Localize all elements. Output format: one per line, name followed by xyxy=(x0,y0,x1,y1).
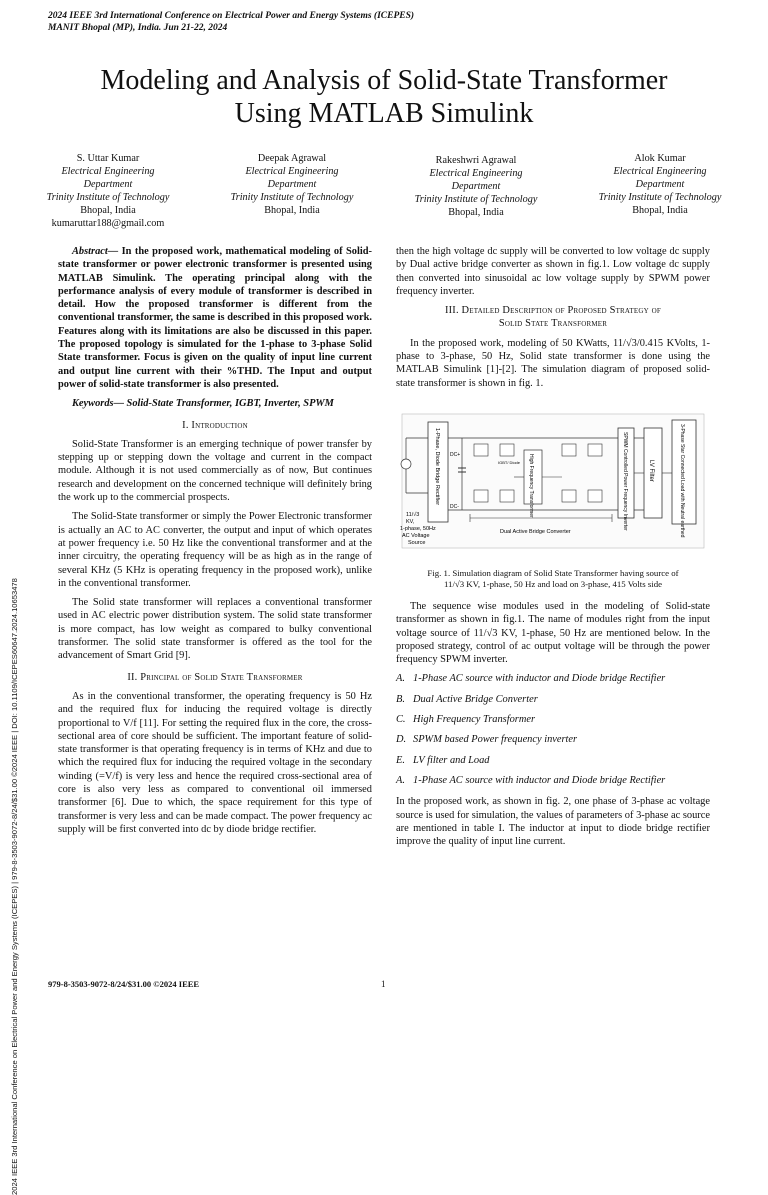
igbt-label: IGBT/ Diode xyxy=(498,459,521,465)
side-doi-text: 2024 IEEE 3rd International Conference on Electrical Power and Energy Systems (ICEPES) | 979-8-3503-9072-8/24/$31.00 ©2024 IEEE | DOI: 10.1109/ICEPES60647.2024.10653478 xyxy=(10,578,19,1195)
figure-1-caption xyxy=(396,568,710,590)
figure-1-diagram xyxy=(396,398,710,564)
section-1-paragraph-3: The Solid state transformer will replaces a conventional transformer used in AC electric power distribution system. The solid state transformer is more compact, has low weight as compared to bulky conventional transformer. The solid state transformer is offered as the tool for the advancement of Smart Grid [9]. xyxy=(58,597,372,662)
author-name: S. Uttar Kumar xyxy=(76,153,140,164)
author-name: Rakeshwri Agrawal xyxy=(435,155,517,166)
list-item: B. Dual Active Bridge Converter xyxy=(396,693,538,705)
section-3-heading-line-1: III. Detailed Description of Proposed Strategy of xyxy=(444,305,662,317)
section-3-heading-line-2: Solid State Transformer xyxy=(498,318,608,330)
author-dept: Electrical Engineering xyxy=(61,166,155,177)
author-dept-2: Department xyxy=(635,179,685,190)
conference-header xyxy=(48,10,414,34)
spwm-inverter-label: SPWM Controlled Power Frequency Inverter xyxy=(622,431,628,531)
list-item: A. 1-Phase AC source with inductor and Diode bridge Rectifier xyxy=(396,673,666,685)
source-label-5: Source xyxy=(408,539,426,546)
conference-line-2: MANIT Bhopal (MP), India. Jun 21-22, 2024 xyxy=(48,23,228,33)
author-email[interactable]: kumaruttar188@gmail.com xyxy=(51,218,165,229)
hf-transformer-label: High Frequency Transformer xyxy=(528,453,534,518)
abstract-text: In the proposed work, mathematical modeling of Solid-state transformer or power electronic transformer is presented using MATLAB Simulink. The operating principal along with the performance analysis of every module of transformer is described in detail. How the proposed transformer is different from the conventional transformer, the same is described in this proposed work. Features along with its limitations are also be discussed in this paper. The proposed topology is simulated for the 1-phase to 3-phase Solid State transformer. Focus is given on the quality of input line current and output line current with their %THD. The Input and output power of solid-state transformer is also presented. xyxy=(58,246,372,390)
rectifier-label: 1-Phase, Diode Bridge Rectifier xyxy=(434,427,440,506)
conference-line-1: 2024 IEEE 3rd International Conference on Electrical Power and Energy Systems (ICEPES) xyxy=(48,11,415,21)
page-number: 1 xyxy=(381,979,386,989)
source-label-2: KV, xyxy=(406,518,415,525)
author-3 xyxy=(390,154,562,230)
module-list xyxy=(396,672,710,787)
section-3-heading xyxy=(396,304,710,331)
author-dept-2: Department xyxy=(267,179,317,190)
load-label: 3-Phase Star Connected Load with Neutral earthed xyxy=(679,423,685,538)
left-column xyxy=(58,245,372,842)
footer-copyright: 979-8-3503-9072-8/24/$31.00 ©2024 IEEE xyxy=(48,979,200,989)
title-line-2: Using MATLAB Simulink xyxy=(234,98,534,129)
author-institute: Trinity Institute of Technology xyxy=(598,192,722,203)
section-3-paragraph-2: The sequence wise modules used in the modeling of Solid-state transformer as shown in fig.1. The name of modules right from the input voltage source of 11/√3 KV, 1-phase, 50 Hz are mentioned below. In the proposed strategy, control of ac output voltage will be through the power frequency SPWM inverter. xyxy=(396,600,710,666)
list-item: C. High Frequency Transformer xyxy=(396,714,535,726)
list-item: D. SPWM based Power frequency inverter xyxy=(396,734,578,746)
source-label-1: 11/√3 xyxy=(406,511,420,518)
author-location: Bhopal, India xyxy=(264,205,320,216)
author-institute: Trinity Institute of Technology xyxy=(230,192,354,203)
author-location: Bhopal, India xyxy=(632,205,688,216)
dc-minus-label: DC- xyxy=(450,503,459,510)
paper-title xyxy=(40,64,728,130)
author-dept-2: Department xyxy=(83,179,133,190)
author-dept: Electrical Engineering xyxy=(245,166,339,177)
right-paragraph-1: then the high voltage dc supply will be converted to low voltage dc supply by Dual active bridge converter as shown in fig.1. Low voltage dc supply then converted into sinusoidal ac low voltage supply by SPWM power frequency inverter. xyxy=(396,246,710,297)
section-2-paragraph-1: As in the conventional transformer, the operating frequency is 50 Hz and the required flux for inducing the required voltage is directly proportional to V/f [11]. For setting the required flux in the core, the cross-sectional area of core should be sufficient. The important feature of solid-state transformer is that operating frequency is in terms of KHz and due to which the required flux for inducing the required voltage in the secondary winding (=V/f) is very less and hence the required cross-sectional area of core is also very less as compared to conventional oil immersed transformer [6]. Due to which, the space requirement for this type of transformer is very less and can be made compact. The power frequency ac supply will be first converted into dc by diode bridge rectifier. xyxy=(58,690,372,835)
keywords: Keywords— Solid-State Transformer, IGBT, Inverter, SPWM xyxy=(72,398,334,410)
list-item: E. LV filter and Load xyxy=(396,754,490,766)
author-1 xyxy=(22,152,194,230)
lv-filter-label: LV Filter xyxy=(648,459,654,482)
section-3-paragraph-3: In the proposed work, as shown in fig. 2, one phase of 3-phase ac voltage source is used for simulation, the values of parameters of 3-phase ac source are mentioned in table I. The inductor at input to diode bridge rectifier improve the quality of input line current. xyxy=(396,796,710,848)
abstract xyxy=(58,245,372,391)
author-name: Deepak Agrawal xyxy=(257,153,327,164)
author-dept-2: Department xyxy=(451,181,501,192)
section-3-paragraph-1: In the proposed work, modeling of 50 KWatts, 11/√3/0.415 KVolts, 1-phase to 3-phase, 50 Hz, Solid state transformer is done using the MATLAB Simulink [1]-[2]. The simulation diagram of proposed solid-state transformer is shown in fig. 1. xyxy=(396,337,710,389)
figure-1-caption-line-1: Fig. 1. Simulation diagram of Solid State Transformer having source of xyxy=(427,567,679,578)
author-block xyxy=(22,152,746,230)
section-2-heading: II. Principal of Solid State Transformer xyxy=(127,671,303,683)
author-institute: Trinity Institute of Technology xyxy=(414,194,538,205)
dab-label: Dual Active Bridge Converter xyxy=(500,528,571,535)
author-4 xyxy=(574,152,746,230)
author-name: Alok Kumar xyxy=(634,153,686,164)
author-2 xyxy=(206,152,378,230)
figure-1-caption-line-2: 11/√3 KV, 1-phase, 50 Hz and load on 3-phase, 415 Volts side xyxy=(443,578,663,589)
title-line-1: Modeling and Analysis of Solid-State Transformer xyxy=(100,65,668,96)
sst-simulation-diagram xyxy=(396,398,710,564)
ac-source-icon xyxy=(401,459,411,469)
author-institute: Trinity Institute of Technology xyxy=(46,192,170,203)
dc-plus-label: DC+ xyxy=(450,451,461,458)
author-dept: Electrical Engineering xyxy=(613,166,707,177)
section-1-paragraph-1: Solid-State Transformer is an emerging technique of power transfer by stepping up or stepping down the voltage and current in the compact module. Although it is not used commercially as of now, But continues research and development on the concerned technique will definitely bring the work up to the commercial prospects. xyxy=(58,438,372,504)
author-location: Bhopal, India xyxy=(448,207,504,218)
author-dept: Electrical Engineering xyxy=(429,168,523,179)
source-label-3: 1-phase, 50Hz xyxy=(400,525,436,532)
right-column xyxy=(396,245,710,854)
section-1-heading: I. Introduction xyxy=(182,419,248,431)
section-1-paragraph-2: The Solid-State transformer or simply the Power Electronic transformer is actually an AC to AC converter, the output and input of which operates at power frequency i.e. 50 Hz like the conventional transformer and at the inner circuitry, the operating frequency will be as high as in the range of several KHz (5 KHz is operating frequency in the proposed work), unlike in the conventional transformer. xyxy=(58,511,372,589)
abstract-label: Abstract— xyxy=(72,246,119,257)
author-location: Bhopal, India xyxy=(80,205,136,216)
source-label-4: AC Voltage xyxy=(402,532,430,539)
list-item: A. 1-Phase AC source with inductor and Diode bridge Rectifier xyxy=(396,774,666,786)
